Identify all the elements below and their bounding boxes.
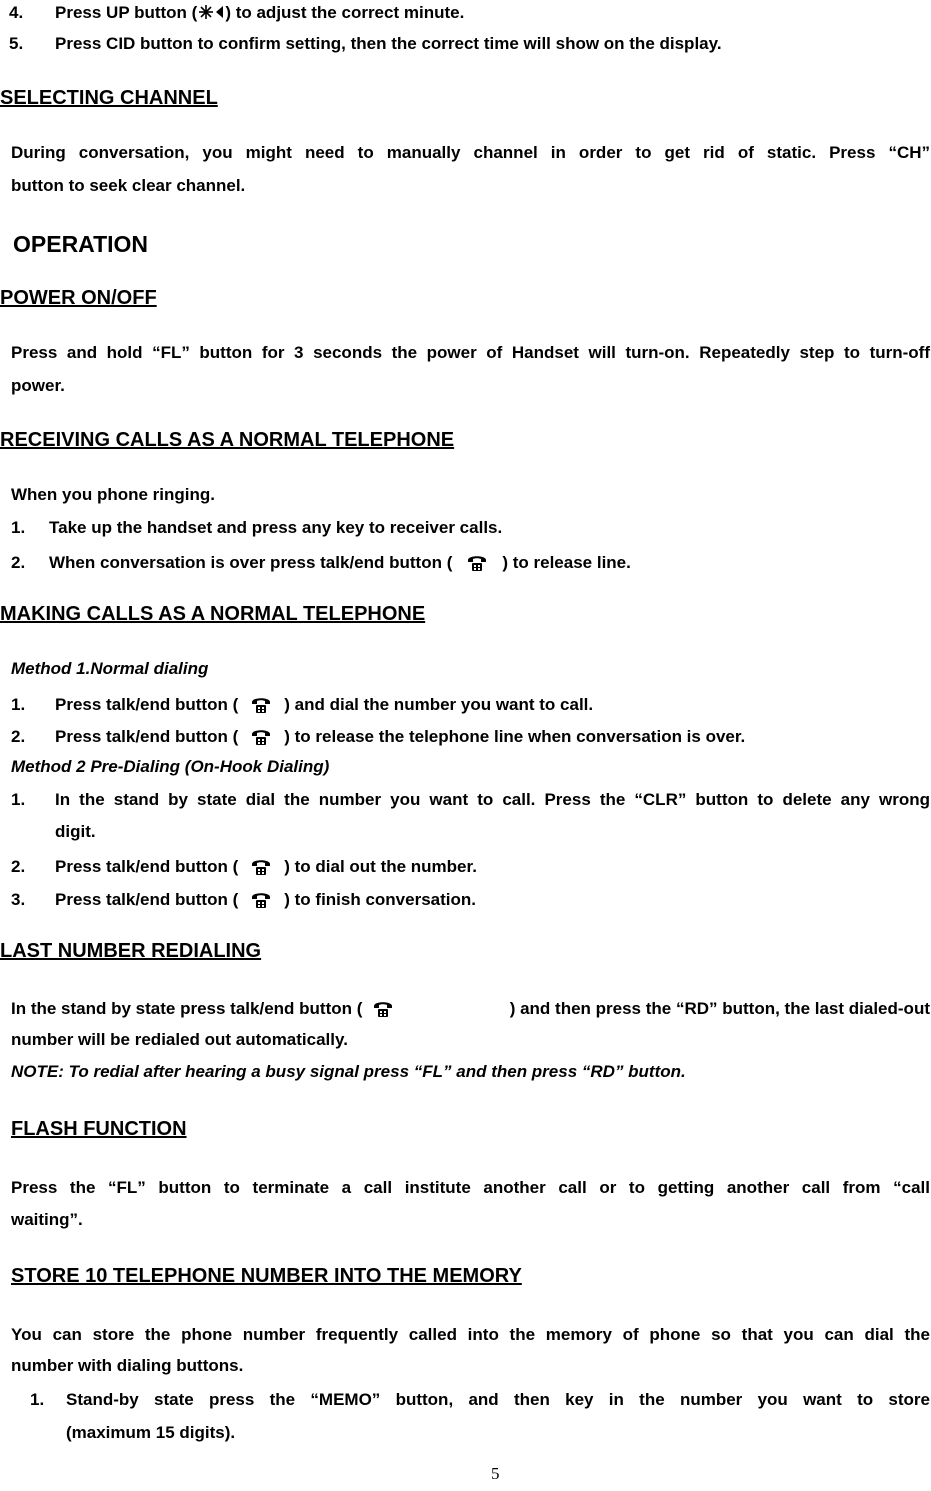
section-heading-store: STORE 10 TELEPHONE NUMBER INTO THE MEMORY: [11, 1265, 522, 1287]
method-label: Method 1.Normal dialing: [11, 659, 209, 678]
paragraph-line: During conversation, you might need to manually channel in order to get rid of static. Press “CH”: [11, 143, 930, 162]
page-title: OPERATION: [13, 231, 149, 257]
note-text: NOTE: To redial after hearing a busy signal press “FL” and then press “RD” button.: [11, 1062, 686, 1081]
list-item-text: digit.: [55, 822, 96, 841]
page-number: 5: [491, 1464, 500, 1483]
telephone-handset-icon: [372, 998, 394, 1018]
list-item-text: Take up the handset and press any key to receiver calls.: [49, 518, 503, 537]
list-number: 4.: [9, 3, 24, 22]
section-heading-selecting-channel: SELECTING CHANNEL: [0, 87, 218, 109]
telephone-handset-icon: [466, 552, 488, 572]
paragraph-line: number will be redialed out automatically.: [11, 1030, 348, 1049]
paragraph-line: button to seek clear channel.: [11, 176, 246, 195]
list-item-text: Press talk/end button ( ) to finish conversation.: [55, 890, 476, 909]
list-number: 2.: [11, 857, 26, 876]
list-item-text: Press talk/end button ( ) and dial the number you want to call.: [55, 695, 594, 714]
telephone-handset-icon: [250, 726, 272, 746]
list-number: 1.: [11, 790, 26, 809]
asterisk-left-icon: [197, 4, 225, 26]
paragraph-line: number with dialing buttons.: [11, 1356, 244, 1375]
list-item-text: Press talk/end button ( ) to dial out the number.: [55, 857, 477, 876]
list-number: 1.: [11, 695, 26, 714]
paragraph-line: Press the “FL” button to terminate a call institute another call or to getting another call from “call: [11, 1178, 930, 1197]
paragraph-line: You can store the phone number frequently called into the memory of phone so that you can dial the: [11, 1325, 930, 1344]
telephone-handset-icon: [250, 856, 272, 876]
method-label: Method 2 Pre-Dialing (On-Hook Dialing): [11, 757, 330, 776]
paragraph-line: When you phone ringing.: [11, 485, 215, 504]
paragraph-line: Press and hold “FL” button for 3 seconds the power of Handset will turn-on. Repeatedly step to turn-off: [11, 343, 930, 362]
list-item-text: Press UP button ( ) to adjust the correct minute.: [55, 2, 464, 26]
section-heading-flash: FLASH FUNCTION: [11, 1118, 187, 1140]
list-number: 2.: [11, 727, 26, 746]
list-item-text: (maximum 15 digits).: [66, 1423, 236, 1442]
telephone-handset-icon: [250, 889, 272, 909]
list-number: 2.: [11, 553, 26, 572]
paragraph-line: In the stand by state press talk/end button ( ) and then press the “RD” button, the last dialed-out: [11, 999, 930, 1018]
paragraph-line: waiting”.: [11, 1210, 83, 1229]
section-heading-power: POWER ON/OFF: [0, 287, 157, 309]
list-number: 1.: [11, 518, 26, 537]
list-item-text: Press talk/end button ( ) to release the telephone line when conversation is over.: [55, 727, 746, 746]
list-item-text: Stand-by state press the “MEMO” button, and then key in the number you want to store: [66, 1390, 930, 1409]
list-number: 5.: [9, 34, 24, 53]
list-number: 3.: [11, 890, 26, 909]
section-heading-redial: LAST NUMBER REDIALING: [0, 940, 262, 962]
telephone-handset-icon: [250, 694, 272, 714]
list-item-text: When conversation is over press talk/end button ( ) to release line.: [49, 553, 631, 572]
list-item-text: Press CID button to confirm setting, then the correct time will show on the display.: [55, 34, 722, 53]
list-item-text: In the stand by state dial the number you want to call. Press the “CLR” button to delete any wrong: [55, 790, 930, 809]
list-number: 1.: [30, 1390, 45, 1409]
section-heading-making: MAKING CALLS AS A NORMAL TELEPHONE: [0, 603, 426, 625]
paragraph-line: power.: [11, 376, 65, 395]
section-heading-receiving: RECEIVING CALLS AS A NORMAL TELEPHONE: [0, 429, 455, 451]
